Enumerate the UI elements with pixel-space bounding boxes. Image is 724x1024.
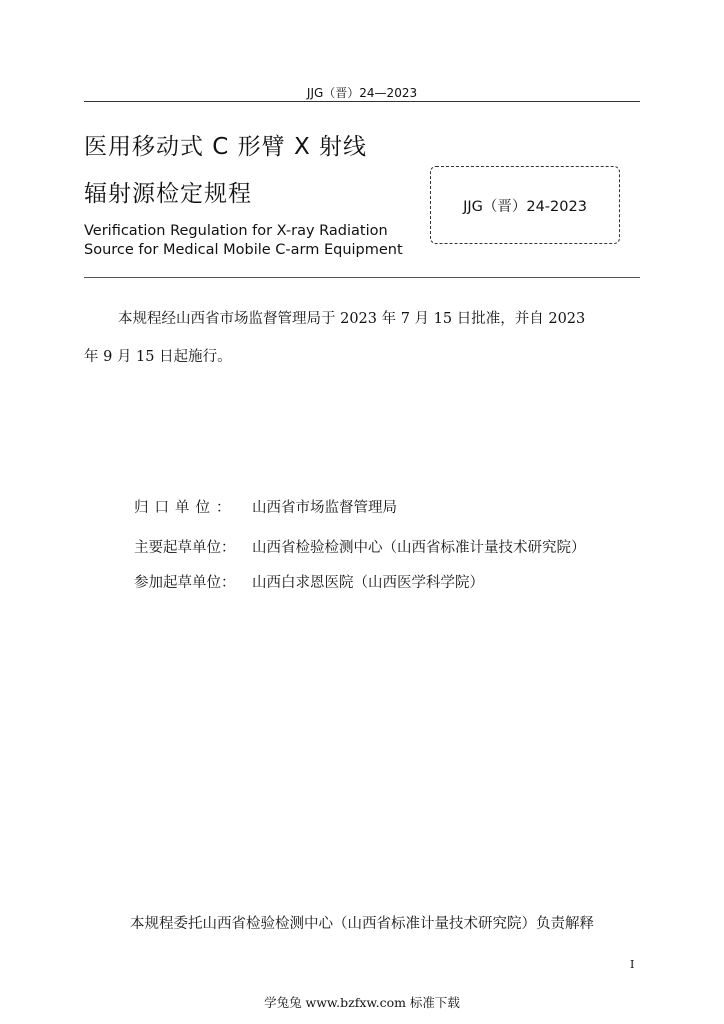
drafter-row [134, 536, 586, 557]
participant-row [134, 571, 484, 592]
authority-value: 山西省市场监督管理局 [252, 500, 397, 516]
participant-label: 参加起草单位： [134, 575, 236, 591]
title-line-1: 医用移动式 C 形臂 X 射线 [84, 134, 368, 160]
title-line-2: 辐射源检定规程 [84, 181, 252, 207]
code-box [430, 166, 620, 244]
drafter-value: 山西省检验检测中心（山西省标准计量技术研究院） [252, 540, 586, 556]
participant-value: 山西白求恩医院（山西医学科学院） [252, 575, 484, 591]
english-title-line-2: Source for Medical Mobile C-arm Equipment [84, 242, 403, 258]
header-rule [84, 101, 640, 102]
authority-row [134, 496, 397, 517]
authority-label: 归口单位： [134, 500, 237, 516]
page-number: I [630, 958, 635, 971]
title-rule [84, 277, 640, 278]
approval-line-2: 年 9 月 15 日起施行。 [84, 349, 232, 365]
interpretation-note: 本规程委托山西省检验检测中心（山西省标准计量技术研究院）负责解释 [130, 916, 594, 932]
drafter-label: 主要起草单位： [134, 540, 236, 556]
approval-line-1: 本规程经山西省市场监督管理局于 2023 年 7 月 15 日批准，并自 2023 [118, 311, 586, 327]
code-box-text: JJG（晋）24-2023 [463, 198, 587, 215]
header-code: JJG（晋）24—2023 [306, 86, 418, 100]
footer-watermark: 学兔兔 www.bzfxw.com 标准下载 [264, 995, 460, 1010]
english-title-line-1: Verification Regulation for X-ray Radiation [84, 223, 388, 239]
